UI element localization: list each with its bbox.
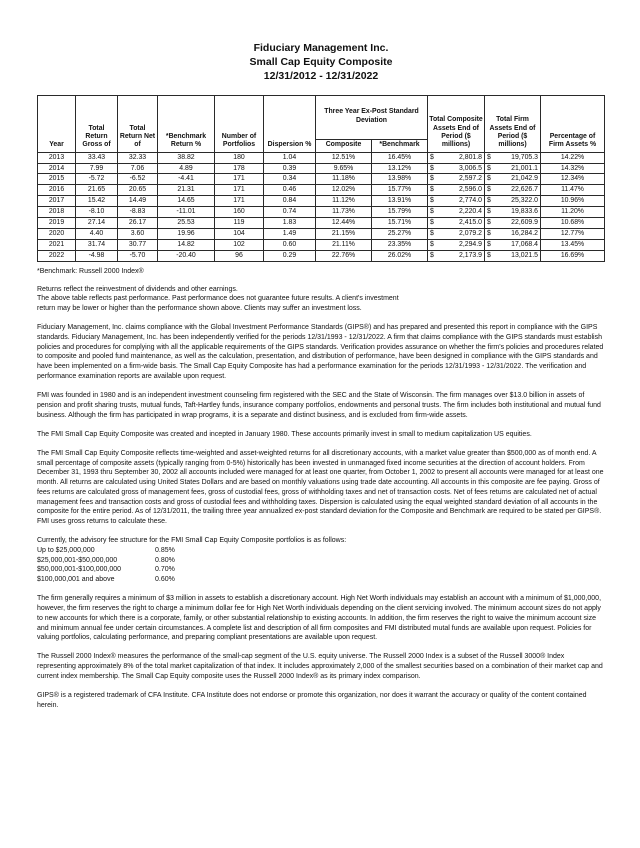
- header-net-return: Total Return Net of: [118, 95, 158, 152]
- cell-gross: 21.65: [76, 185, 118, 196]
- fee-tier-rate: 0.70%: [155, 566, 175, 574]
- cell-dispersion: 0.46: [264, 185, 316, 196]
- currency-symbol: $: [430, 230, 434, 238]
- cell-net: 7.06: [118, 163, 158, 174]
- cell-pct: 12.34%: [541, 174, 605, 185]
- performance-table-body: [38, 152, 605, 261]
- cell-pct: 16.69%: [541, 251, 605, 262]
- amount-value: 2,415.0: [459, 219, 482, 227]
- cell-portfolios: 171: [215, 174, 264, 185]
- cell-benchmark: 19.96: [158, 229, 215, 240]
- amount-value: 22,626.7: [511, 186, 538, 194]
- cell-portfolios: 178: [215, 163, 264, 174]
- cell-year: 2018: [38, 207, 76, 218]
- cell-sd_benchmark: 13.12%: [372, 163, 428, 174]
- cell-benchmark: 4.89: [158, 163, 215, 174]
- header-composite-assets: Total Composite Assets End of Period ($ millions): [428, 95, 485, 152]
- cell-sd_benchmark: 13.98%: [372, 174, 428, 185]
- returns-note: [37, 285, 605, 314]
- cell-composite_assets: [428, 218, 485, 229]
- header-std-dev-benchmark: *Benchmark: [372, 139, 428, 152]
- fee-tier-range: $25,000,001-$50,000,000: [37, 556, 118, 564]
- cell-gross: 31.74: [76, 240, 118, 251]
- cell-portfolios: 171: [215, 196, 264, 207]
- cell-firm_assets: [485, 229, 541, 240]
- paragraph: The Russell 2000 Index® measures the performance of the small-cap segment of the U.S. equity universe. The Russell 2000 Index is a subset of the Russell 3000® Index representing approximately 8% of the total market capitalization of that index. It includes approximately 2,000 of the smallest securities based on a combination of their market cap and current index membership. The Small Cap Equity composite uses the Russell 2000 Index® as its primary index comparison.: [37, 653, 603, 680]
- composite-name: Small Cap Equity Composite: [249, 55, 393, 68]
- disclosure-paragraphs: [37, 323, 605, 526]
- cell-net: 3.60: [118, 229, 158, 240]
- cell-year: 2013: [38, 152, 76, 163]
- fee-tier-rate: 0.85%: [155, 546, 175, 554]
- cell-dispersion: 0.84: [264, 196, 316, 207]
- cell-gross: -4.98: [76, 251, 118, 262]
- cell-net: -6.52: [118, 174, 158, 185]
- cell-benchmark: 25.53: [158, 218, 215, 229]
- paragraph: The FMI Small Cap Equity Composite reflects time-weighted and asset-weighted returns for all discretionary accounts, with a market value greater than $500,000 as of month end. A small percentage of composite assets (typically ranging from 0-5%) historically has been invested in unmanaged fixed income securities at the direction of account holders. From December 31, 1993 thru September 30, 2002 all accounts included were managed for at least one quarter, from October 1, 2002 to present all accounts were managed for at least one month. All returns are calculated using United States Dollars and are based on monthly valuations using trade date accounting. All accounts in this composite are fee paying. Gross of fees returns are calculated gross of management fees, gross of custodial fees, gross of withholding taxes and net of transaction costs. Net of fees returns are calculated net of actual management fees and transaction costs and gross of custodial fees and withholding taxes. Dispersion is calculated using the equal weighted standard deviation of all accounts in the composite for the entire period. As of 12/31/2011, the trailing three year annualized ex-post standard deviation for the Composite and Benchmark are required to be stated per GIPS®. FMI uses gross returns to calculate these.: [37, 450, 604, 526]
- cell-year: 2020: [38, 229, 76, 240]
- table-row: [38, 185, 605, 196]
- cell-benchmark: 21.31: [158, 185, 215, 196]
- returns-note-line: The above table reflects past performance. Past performance does not guarantee future results. A client's investment: [37, 295, 399, 303]
- returns-note-line: Returns reflect the reinvestment of dividends and other earnings.: [37, 285, 238, 293]
- cell-firm_assets: [485, 240, 541, 251]
- table-row: [38, 196, 605, 207]
- cell-composite_assets: [428, 240, 485, 251]
- performance-table: [37, 95, 605, 262]
- cell-sd_benchmark: 15.71%: [372, 218, 428, 229]
- cell-composite_assets: [428, 229, 485, 240]
- fee-schedule-intro: Currently, the advisory fee structure for the FMI Small Cap Equity Composite portfolios is as follows:: [37, 537, 347, 545]
- cell-benchmark: -20.40: [158, 251, 215, 262]
- cell-year: 2016: [38, 185, 76, 196]
- paragraph: Fiduciary Management, Inc. claims compliance with the Global Investment Performance Standards (GIPS®) and has prepared and presented this report in compliance with the GIPS standards. Fiduciary Management, Inc. has been independently verified for the periods 12/31/1993 - 12/31/2022. A firm that claims compliance with the GIPS standards must establish policies and procedures for complying with all the applicable requirements of the GIPS standards. Verification provides assurance on whether the firm's policies and procedures related to composite and pooled fund maintenance, as well as the calculation, presentation, and distribution of performance, have been designed in compliance with the GIPS standards and have been implemented on a firm-wide basis. The Small Cap Equity Composite has had a performance examination for the periods 12/31/1993 - 12/31/2022. The verification and performance examination reports are available upon request.: [37, 324, 604, 380]
- amount-value: 21,042.9: [511, 175, 538, 183]
- amount-value: 2,079.2: [459, 230, 482, 238]
- company-name: Fiduciary Management Inc.: [253, 42, 389, 54]
- cell-year: 2017: [38, 196, 76, 207]
- fee-tier-range: $100,000,001 and above: [37, 576, 115, 584]
- currency-symbol: $: [430, 153, 434, 161]
- cell-sd_composite: 12.02%: [316, 185, 372, 196]
- cell-dispersion: 0.29: [264, 251, 316, 262]
- performance-table-header: [38, 95, 605, 152]
- cell-net: 26.17: [118, 218, 158, 229]
- cell-portfolios: 171: [215, 185, 264, 196]
- currency-symbol: $: [430, 164, 434, 172]
- currency-symbol: $: [487, 164, 491, 172]
- amount-value: 19,833.6: [511, 208, 538, 216]
- cell-firm_assets: [485, 207, 541, 218]
- cell-sd_benchmark: 25.27%: [372, 229, 428, 240]
- cell-composite_assets: [428, 185, 485, 196]
- cell-benchmark: 14.65: [158, 196, 215, 207]
- header-pct-firm-assets: Percentage of Firm Assets %: [541, 95, 605, 152]
- cell-composite_assets: [428, 174, 485, 185]
- table-row: [38, 251, 605, 262]
- currency-symbol: $: [430, 175, 434, 183]
- closing-paragraphs: [37, 594, 605, 710]
- cell-sd_composite: 22.76%: [316, 251, 372, 262]
- amount-value: 2,774.0: [459, 197, 482, 205]
- cell-year: 2022: [38, 251, 76, 262]
- cell-composite_assets: [428, 251, 485, 262]
- fee-tier-range: $50,000,001-$100,000,000: [37, 566, 122, 574]
- amount-value: 2,173.9: [459, 252, 482, 260]
- cell-benchmark: 14.82: [158, 240, 215, 251]
- amount-value: 16,284.2: [511, 230, 538, 238]
- fee-tier-rate: 0.60%: [155, 576, 175, 584]
- cell-portfolios: 102: [215, 240, 264, 251]
- cell-dispersion: 1.04: [264, 152, 316, 163]
- cell-composite_assets: [428, 207, 485, 218]
- cell-net: 14.49: [118, 196, 158, 207]
- cell-gross: -8.10: [76, 207, 118, 218]
- paragraph: The FMI Small Cap Equity Composite was created and incepted in January 1980. These accounts primarily invest in small to medium capitalization US equities.: [37, 430, 532, 438]
- cell-gross: 4.40: [76, 229, 118, 240]
- paragraph: GIPS® is a registered trademark of CFA Institute. CFA Institute does not endorse or promote this organization, nor does it warrant the accuracy or quality of the content contained herein.: [37, 692, 587, 709]
- amount-value: 2,220.4: [459, 208, 482, 216]
- cell-year: 2015: [38, 174, 76, 185]
- report-period: 12/31/2012 - 12/31/2022: [263, 69, 379, 82]
- cell-pct: 11.47%: [541, 185, 605, 196]
- currency-symbol: $: [430, 186, 434, 194]
- cell-benchmark: -11.01: [158, 207, 215, 218]
- amount-value: 2,597.2: [459, 175, 482, 183]
- currency-symbol: $: [487, 230, 491, 238]
- currency-symbol: $: [430, 219, 434, 227]
- cell-sd_benchmark: 13.91%: [372, 196, 428, 207]
- cell-year: 2014: [38, 163, 76, 174]
- cell-sd_composite: 21.11%: [316, 240, 372, 251]
- cell-pct: 13.45%: [541, 240, 605, 251]
- amount-value: 17,068.4: [511, 241, 538, 249]
- cell-sd_composite: 11.18%: [316, 174, 372, 185]
- header-firm-assets: Total Firm Assets End of Period ($ millions): [485, 95, 541, 152]
- amount-value: 21,001.1: [511, 164, 538, 172]
- cell-dispersion: 0.74: [264, 207, 316, 218]
- cell-pct: 10.96%: [541, 196, 605, 207]
- cell-benchmark: 38.82: [158, 152, 215, 163]
- cell-dispersion: 1.49: [264, 229, 316, 240]
- cell-composite_assets: [428, 196, 485, 207]
- cell-year: 2019: [38, 218, 76, 229]
- cell-net: -5.70: [118, 251, 158, 262]
- cell-firm_assets: [485, 152, 541, 163]
- cell-gross: 33.43: [76, 152, 118, 163]
- header-std-dev-group: Three Year Ex-Post Standard Deviation: [316, 95, 428, 139]
- cell-composite_assets: [428, 163, 485, 174]
- cell-gross: 15.42: [76, 196, 118, 207]
- benchmark-footnote: *Benchmark: Russell 2000 Index®: [37, 267, 144, 275]
- currency-symbol: $: [430, 252, 434, 260]
- cell-portfolios: 160: [215, 207, 264, 218]
- amount-value: 3,006.5: [459, 164, 482, 172]
- currency-symbol: $: [487, 219, 491, 227]
- currency-symbol: $: [487, 175, 491, 183]
- table-row: [38, 152, 605, 163]
- amount-value: 25,322.0: [511, 197, 538, 205]
- returns-note-line: return may be lower or higher than the performance shown above. Clients may suffer an investment loss.: [37, 305, 362, 313]
- cell-composite_assets: [428, 152, 485, 163]
- fee-tier-rate: 0.80%: [155, 556, 175, 564]
- cell-dispersion: 0.60: [264, 240, 316, 251]
- cell-benchmark: -4.41: [158, 174, 215, 185]
- cell-portfolios: 119: [215, 218, 264, 229]
- cell-firm_assets: [485, 251, 541, 262]
- cell-pct: 12.77%: [541, 229, 605, 240]
- currency-symbol: $: [487, 153, 491, 161]
- cell-firm_assets: [485, 218, 541, 229]
- cell-dispersion: 1.83: [264, 218, 316, 229]
- cell-pct: 14.22%: [541, 152, 605, 163]
- cell-firm_assets: [485, 196, 541, 207]
- cell-sd_composite: 9.65%: [316, 163, 372, 174]
- header-dispersion: Dispersion %: [264, 95, 316, 152]
- table-row: [38, 207, 605, 218]
- table-row: [38, 240, 605, 251]
- cell-portfolios: 180: [215, 152, 264, 163]
- cell-net: 20.65: [118, 185, 158, 196]
- currency-symbol: $: [487, 197, 491, 205]
- cell-sd_composite: 11.73%: [316, 207, 372, 218]
- table-row: [38, 218, 605, 229]
- header-year: Year: [38, 95, 76, 152]
- cell-sd_composite: 12.44%: [316, 218, 372, 229]
- currency-symbol: $: [487, 186, 491, 194]
- cell-gross: -5.72: [76, 174, 118, 185]
- cell-pct: 10.68%: [541, 218, 605, 229]
- cell-sd_composite: 21.15%: [316, 229, 372, 240]
- cell-pct: 14.32%: [541, 163, 605, 174]
- cell-portfolios: 96: [215, 251, 264, 262]
- currency-symbol: $: [487, 208, 491, 216]
- amount-value: 22,609.9: [511, 219, 538, 227]
- cell-portfolios: 104: [215, 229, 264, 240]
- cell-sd_benchmark: 23.35%: [372, 240, 428, 251]
- cell-firm_assets: [485, 185, 541, 196]
- currency-symbol: $: [430, 208, 434, 216]
- currency-symbol: $: [487, 252, 491, 260]
- cell-year: 2021: [38, 240, 76, 251]
- cell-net: -8.83: [118, 207, 158, 218]
- cell-sd_composite: 12.51%: [316, 152, 372, 163]
- currency-symbol: $: [487, 241, 491, 249]
- paragraph: FMI was founded in 1980 and is an independent investment counseling firm registered with the SEC and the State of Wisconsin. The firm manages over $13.0 billion in assets of pension and profit sharing trusts, mutual funds, Taft-Hartley funds, insurance company portfolios, endowments and personal trusts. The firm includes both institutional and mutual fund business. Although the firm has participated in wrap programs, it is a separate and distinct business, and is excluded from firm-wide assets.: [37, 392, 601, 419]
- cell-net: 30.77: [118, 240, 158, 251]
- table-row: [38, 229, 605, 240]
- cell-dispersion: 0.34: [264, 174, 316, 185]
- amount-value: 2,294.9: [459, 241, 482, 249]
- paragraph: The firm generally requires a minimum of $3 million in assets to establish a discretionary account. High Net Worth individuals may establish an account with a minimum of $1,000,000, however, the firm reserves the right to charge a minimum dollar fee for High Net Worth individuals depending on the client servicing involved. The minimum account sizes do not apply to new accounts for which there is a corporate, family, or other substantial relationship to existing accounts. In addition, the firm reserves the right to waive the minimum account size and minimum annual fee under certain circumstances. A complete list and description of all firm composites and FMI distributed mutal funds are available upon request. Policies for valuing portfolios, calculating performance, and preparing compliant presentations are available upon request.: [37, 595, 602, 642]
- currency-symbol: $: [430, 241, 434, 249]
- header-number-of-portfolios: Number of Portfolios: [215, 95, 264, 152]
- cell-pct: 11.20%: [541, 207, 605, 218]
- currency-symbol: $: [430, 197, 434, 205]
- fee-tier-range: Up to $25,000,000: [37, 546, 95, 554]
- table-row: [38, 163, 605, 174]
- cell-sd_benchmark: 26.02%: [372, 251, 428, 262]
- amount-value: 19,705.3: [511, 153, 538, 161]
- header-std-dev-composite: Composite: [316, 139, 372, 152]
- cell-sd_benchmark: 16.45%: [372, 152, 428, 163]
- amount-value: 2,801.8: [459, 153, 482, 161]
- cell-firm_assets: [485, 163, 541, 174]
- cell-net: 32.33: [118, 152, 158, 163]
- amount-value: 2,596.0: [459, 186, 482, 194]
- cell-gross: 7.99: [76, 163, 118, 174]
- amount-value: 13,021.5: [511, 252, 538, 260]
- header-benchmark-return: *Benchmark Return %: [158, 95, 215, 152]
- table-row: [38, 174, 605, 185]
- document-title: [37, 42, 605, 84]
- cell-dispersion: 0.39: [264, 163, 316, 174]
- cell-sd_composite: 11.12%: [316, 196, 372, 207]
- cell-sd_benchmark: 15.77%: [372, 185, 428, 196]
- cell-firm_assets: [485, 174, 541, 185]
- header-gross-return: Total Return Gross of: [76, 95, 118, 152]
- cell-gross: 27.14: [76, 218, 118, 229]
- fee-schedule-table: [37, 546, 605, 585]
- cell-sd_benchmark: 15.79%: [372, 207, 428, 218]
